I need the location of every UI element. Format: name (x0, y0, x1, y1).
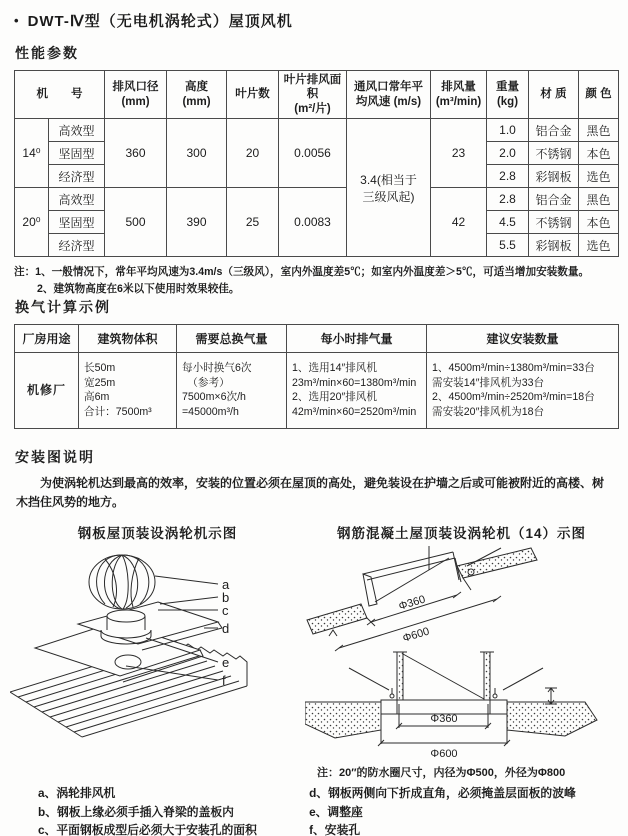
col-header-hourly-exhaust: 每小时排气量 (287, 324, 427, 352)
right-diagram-title: 钢筋混凝土屋顶装设涡轮机（14）示图 (336, 526, 586, 542)
anchor-bolt-left (390, 694, 394, 698)
legend-left-column (10, 784, 309, 836)
concrete-roof-diagram-column (305, 522, 618, 780)
cell-weight: 5.5 (487, 234, 529, 257)
concrete-slab-left (307, 604, 367, 634)
cell-color: 本色 (579, 211, 619, 234)
cell-height: 300 (167, 119, 227, 188)
dimension-labels (397, 594, 457, 761)
cell-outlet: 500 (105, 188, 167, 257)
page-title-text: DWT-Ⅳ型（无电机涡轮式）屋顶风机 (27, 13, 293, 30)
cell-model-type: 坚固型 (49, 211, 105, 234)
label-f: f (222, 673, 226, 689)
table-notes (14, 264, 618, 297)
ventilation-example-table (14, 324, 619, 429)
table-header-row (15, 71, 619, 119)
legend-item-a: a、涡轮排风机 (38, 786, 116, 801)
cell-color: 本色 (579, 142, 619, 165)
cell-height: 390 (167, 188, 227, 257)
performance-table (14, 70, 619, 257)
col-header-color: 颜 色 (579, 71, 619, 119)
turbine-ventilator (89, 555, 155, 609)
cell-color: 选色 (579, 234, 619, 257)
duct-wall-left (397, 652, 403, 702)
col-header-usage: 厂房用途 (15, 324, 79, 352)
page-title (14, 10, 618, 31)
label-a: a (222, 577, 230, 593)
table-row (15, 188, 619, 211)
col-header-blade-count: 叶片数 (227, 71, 279, 119)
table-row (15, 352, 619, 428)
dim-outer-sloped-label: Φ600 (401, 625, 431, 646)
installation-paragraph: 为使涡轮机达到最高的效率，安装的位置必须在屋顶的高处，避免装设在护墙之后或可能被附近的高楼、树木挡住风势的地方。 (16, 475, 605, 510)
legend-item-b: b、钢板上缘必须手插入脊梁的盖板内 (38, 804, 234, 819)
label-c: c (222, 603, 229, 619)
mounting-hole (115, 655, 141, 669)
part-labels (222, 577, 230, 688)
cell-hourly-exhaust: 1、选用14″排风机 23m³/min×60=1380m³/min 2、选用20″排风机 42m³/min×60=2520m³/min (287, 352, 427, 428)
cell-volume: 23 (431, 119, 487, 188)
cell-weight: 1.0 (487, 119, 529, 142)
dim-outer-flat-label: Φ600 (430, 748, 458, 761)
bullet-icon: • (14, 13, 20, 28)
col-header-material: 材 质 (529, 71, 579, 119)
legend-item-f: f、安装孔 (309, 822, 361, 836)
cell-model-type: 高效型 (49, 119, 105, 142)
cell-material: 铝合金 (529, 188, 579, 211)
cell-blades: 25 (227, 188, 279, 257)
cell-suggested-quantity: 1、4500m³/min÷1380m³/min=33台 需安装14″排风机为33台 2、4500m³/min÷2520m³/min=18台 需安装20″排风机为18台 (427, 352, 619, 428)
cell-machine-size: 20⁰ (15, 188, 49, 257)
cell-volume: 42 (431, 188, 487, 257)
parts-legend (10, 784, 618, 836)
waterproof-ring-note: 注：20″的防水圈尺寸，内径为Φ500，外径为Φ800 (317, 767, 566, 780)
note-line-2: 2、建筑物高度在6米以下使用时效果较佳。 (37, 282, 240, 295)
concrete-slab-right (507, 702, 597, 736)
cell-material: 不锈钢 (529, 142, 579, 165)
left-diagram-title: 钢板屋顶装设涡轮机示图 (77, 526, 238, 542)
steel-roof-diagram-column (10, 522, 305, 780)
cell-color: 选色 (579, 165, 619, 188)
note-line-1: 注：1、一般情况下，常年平均风速为3.4m/s（三级风），室内外温度差5℃；如室内外温度差＞5℃，可适当增加安装数量。 (14, 266, 590, 279)
col-header-required-exchange: 需要总换气量 (177, 324, 287, 352)
cell-model-type: 坚固型 (49, 142, 105, 165)
col-header-building-volume: 建筑物体积 (79, 324, 177, 352)
anchor-bolt-right (493, 694, 497, 698)
legend-item-d: d、钢板两侧向下折成直角，必须掩盖层面板的波峰 (309, 786, 576, 801)
diagram-area (10, 522, 618, 780)
col-header-height: 高度 (mm) (167, 71, 227, 119)
cell-area: 0.0056 (279, 119, 347, 188)
legend-item-e: e、调整座 (309, 804, 363, 819)
dim-inner-sloped-label: Φ360 (397, 593, 427, 614)
cell-material: 不锈钢 (529, 211, 579, 234)
cell-wind-speed: 3.4(相当于 三级风起) (347, 119, 431, 257)
col-header-outlet-diameter: 排风口径 (mm) (105, 71, 167, 119)
col-header-machine-no: 机 号 (15, 71, 105, 119)
label-b: b (222, 590, 230, 606)
section-heading-installation: 安装图说明 (15, 448, 95, 465)
cell-model-type: 高效型 (49, 188, 105, 211)
cell-model-type: 经济型 (49, 234, 105, 257)
cell-required-exchange: 每小时换气6次 （参考） 7500m×6次/h =45000m³/h (177, 352, 287, 428)
cell-material: 彩钢板 (529, 234, 579, 257)
cell-color: 黑色 (579, 119, 619, 142)
cell-blades: 20 (227, 119, 279, 188)
steel-roof-diagram (10, 544, 300, 756)
cell-material: 铝合金 (529, 119, 579, 142)
col-header-wind-speed: 通风口常年平 均风速 (m/s) (347, 71, 431, 119)
col-header-blade-area: 叶片排风面积 (m²/片) (279, 71, 347, 119)
cell-weight: 2.0 (487, 142, 529, 165)
cell-model-type: 经济型 (49, 165, 105, 188)
section-heading-ventilation: 换气计算示例 (15, 298, 111, 315)
cell-color: 黑色 (579, 188, 619, 211)
col-header-exhaust-volume: 排风量 (m³/min) (431, 71, 487, 119)
col-header-suggested-quantity: 建议安装数量 (427, 324, 619, 352)
section-heading-performance: 性能参数 (15, 45, 79, 61)
label-e: e (222, 655, 230, 671)
cell-outlet: 360 (105, 119, 167, 188)
table-header-row (15, 324, 619, 352)
legend-right-column (309, 784, 618, 836)
concrete-slab-left (305, 702, 381, 738)
legend-item-c: c、平面钢板成型后必须大于安装孔的面积 (38, 822, 257, 836)
cell-material: 彩钢板 (529, 165, 579, 188)
cell-area: 0.0083 (279, 188, 347, 257)
cell-weight: 4.5 (487, 211, 529, 234)
cell-machine-size: 14⁰ (15, 119, 49, 188)
col-header-weight: 重量 (kg) (487, 71, 529, 119)
cell-weight: 2.8 (487, 188, 529, 211)
cell-weight: 2.8 (487, 165, 529, 188)
label-d: d (222, 621, 230, 637)
concrete-roof-diagram (305, 544, 605, 764)
duct-wall-right (484, 652, 490, 702)
table-row (15, 119, 619, 142)
dimension-outer-flat (378, 740, 510, 746)
cell-usage: 机修厂 (15, 352, 79, 428)
dim-inner-flat-label: Φ360 (430, 713, 458, 726)
flat-roof-section (305, 652, 597, 746)
cell-building-volume: 长50m 宽25m 高6m 合计：7500m³ (79, 352, 177, 428)
